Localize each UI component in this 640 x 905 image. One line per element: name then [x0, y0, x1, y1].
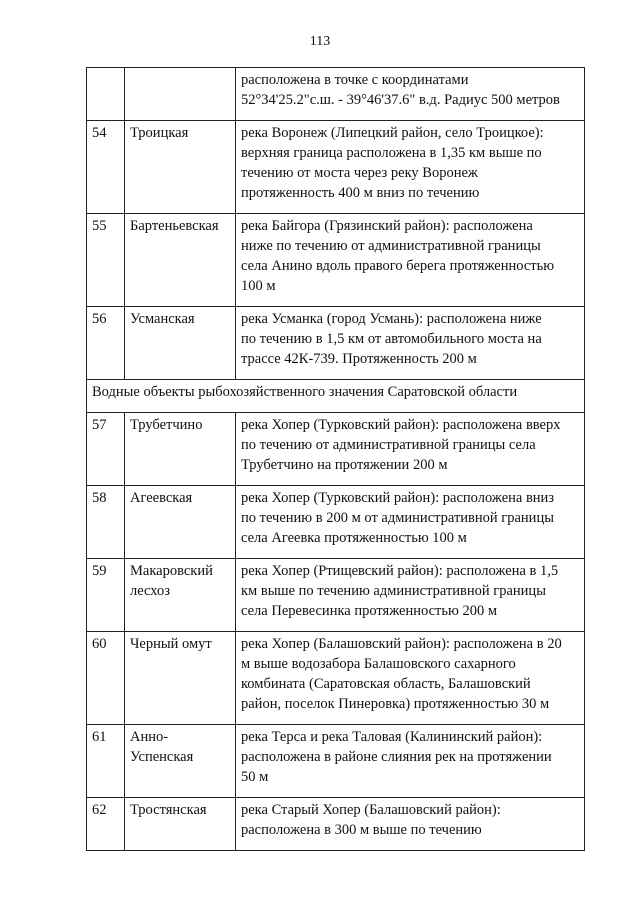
- site-description-line: река Хопер (Турковский район): расположена вверх: [241, 417, 561, 433]
- site-description-cell: [236, 486, 585, 559]
- site-description-line: по течению от административной границы села: [241, 437, 536, 453]
- site-description-line: район, поселок Пинеровка) протяженностью 30 м: [241, 696, 550, 712]
- site-description-line: села Перевесинка протяженностью 200 м: [241, 603, 498, 619]
- row-number: 62: [87, 798, 125, 851]
- site-name-cell: [125, 68, 236, 121]
- site-description-cell: [236, 725, 585, 798]
- site-description-line: расположена в точке с координатами: [241, 72, 469, 88]
- site-description-line: села Агеевка протяженностью 100 м: [241, 530, 467, 546]
- site-name-line: Успенская: [130, 749, 194, 765]
- site-description-cell: [236, 214, 585, 307]
- site-description-line: верхняя граница расположена в 1,35 км выше по: [241, 145, 542, 161]
- site-name-line: Черный омут: [130, 636, 212, 652]
- site-name-line: Троицкая: [130, 125, 189, 141]
- site-name-cell: [125, 486, 236, 559]
- site-name-cell: [125, 798, 236, 851]
- site-name-cell: [125, 307, 236, 380]
- row-number: 55: [87, 214, 125, 307]
- site-name-line: Усманская: [130, 311, 195, 327]
- site-description-cell: [236, 121, 585, 214]
- site-description-line: река Старый Хопер (Балашовский район):: [241, 802, 501, 818]
- section-header: Водные объекты рыбохозяйственного значения Саратовской области: [87, 380, 585, 413]
- site-description-line: 100 м: [241, 278, 276, 294]
- table-row: [87, 214, 585, 307]
- site-name-cell: [125, 725, 236, 798]
- site-description-line: протяженность 400 м вниз по течению: [241, 185, 480, 201]
- site-description-line: ниже по течению от административной границы: [241, 238, 541, 254]
- page-number: 113: [309, 34, 331, 49]
- site-description-cell: [236, 413, 585, 486]
- table-row: [87, 559, 585, 632]
- site-description-cell: [236, 798, 585, 851]
- site-name-cell: [125, 121, 236, 214]
- site-name-cell: [125, 632, 236, 725]
- table-row: [87, 798, 585, 851]
- site-description-line: расположена в 300 м выше по течению: [241, 822, 482, 838]
- table-row: [87, 725, 585, 798]
- row-number: 60: [87, 632, 125, 725]
- row-number: 54: [87, 121, 125, 214]
- site-description-line: река Хопер (Ртищевский район): расположена в 1,5: [241, 563, 559, 579]
- site-description-cell: [236, 307, 585, 380]
- site-name-cell: [125, 559, 236, 632]
- site-description-line: река Хопер (Турковский район): расположена вниз: [241, 490, 555, 506]
- site-description-line: расположена в районе слияния рек на протяжении: [241, 749, 552, 765]
- site-description-line: река Хопер (Балашовский район): расположена в 20: [241, 636, 562, 652]
- site-name-line: Трубетчино: [130, 417, 203, 433]
- row-number: 57: [87, 413, 125, 486]
- site-name-line: Бартеньевская: [130, 218, 219, 234]
- table-row: [87, 413, 585, 486]
- site-name-line: лесхоз: [130, 583, 170, 599]
- site-description-line: река Воронеж (Липецкий район, село Троицкое):: [241, 125, 544, 141]
- site-description-line: комбината (Саратовская область, Балашовский: [241, 676, 531, 692]
- site-description-line: река Байгора (Грязинский район): расположена: [241, 218, 533, 234]
- site-description-line: м выше водозабора Балашовского сахарного: [241, 656, 516, 672]
- water-objects-table: [86, 67, 585, 851]
- table-row: [87, 68, 585, 121]
- site-description-line: 50 м: [241, 769, 269, 785]
- site-description-cell: [236, 632, 585, 725]
- site-name-line: Анно-: [130, 729, 169, 745]
- row-number: [87, 68, 125, 121]
- row-number: 56: [87, 307, 125, 380]
- site-description-cell: [236, 559, 585, 632]
- row-number: 61: [87, 725, 125, 798]
- site-name-line: Тростянская: [130, 802, 207, 818]
- row-number: 58: [87, 486, 125, 559]
- site-description-line: 52°34'25.2"с.ш. - 39°46'37.6" в.д. Радиус 500 метров: [241, 92, 560, 108]
- site-name-line: Агеевская: [130, 490, 193, 506]
- site-description-line: по течению в 200 м от административной границы: [241, 510, 554, 526]
- site-description-line: по течению в 1,5 км от автомобильного моста на: [241, 331, 542, 347]
- site-description-line: трассе 42К-739. Протяженность 200 м: [241, 351, 477, 367]
- site-description-line: км выше по течению административной границы: [241, 583, 546, 599]
- site-name-line: Макаровский: [130, 563, 213, 579]
- site-description-line: река Усманка (город Усмань): расположена ниже: [241, 311, 542, 327]
- site-description-line: Трубетчино на протяжении 200 м: [241, 457, 448, 473]
- site-description-line: река Терса и река Таловая (Калининский район):: [241, 729, 543, 745]
- table-row: [87, 486, 585, 559]
- table-row: [87, 121, 585, 214]
- table-row: [87, 632, 585, 725]
- row-number: 59: [87, 559, 125, 632]
- site-name-cell: [125, 413, 236, 486]
- table-row: [87, 307, 585, 380]
- section-header-row: [87, 380, 585, 413]
- site-name-cell: [125, 214, 236, 307]
- site-description-line: течению от моста через реку Воронеж: [241, 165, 478, 181]
- site-description-line: села Анино вдоль правого берега протяженностью: [241, 258, 555, 274]
- site-description-cell: [236, 68, 585, 121]
